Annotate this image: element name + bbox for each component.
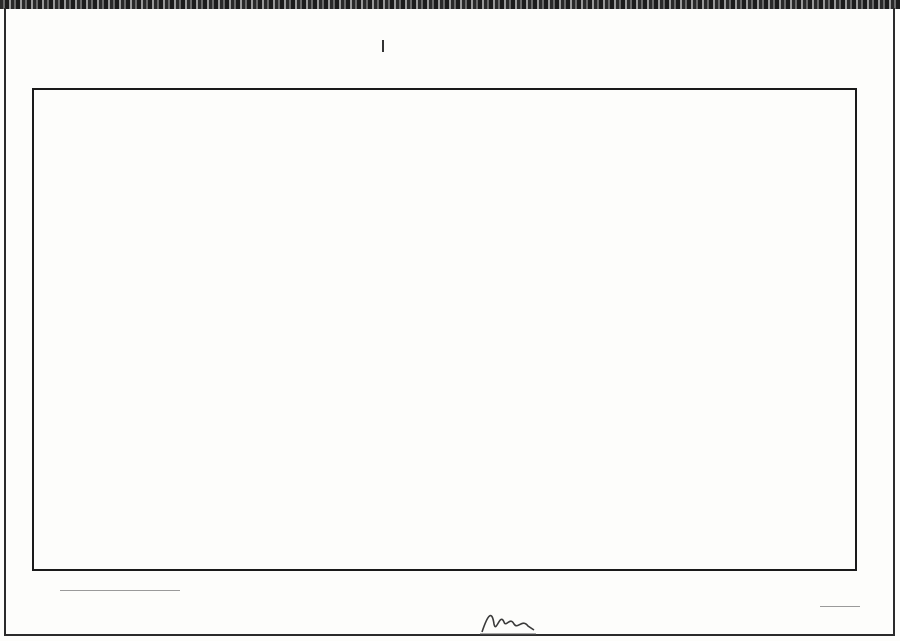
scan-dash: [820, 606, 860, 607]
punch-mark: [382, 40, 384, 52]
scan-edge-right: [893, 8, 895, 636]
handwritten-signature: [478, 604, 538, 636]
scan-dash: [60, 590, 180, 591]
scan-edge-bottom: [4, 634, 895, 636]
scan-edge-left: [4, 8, 6, 636]
scan-edge-top: [0, 0, 900, 9]
sections-table: [32, 88, 857, 571]
